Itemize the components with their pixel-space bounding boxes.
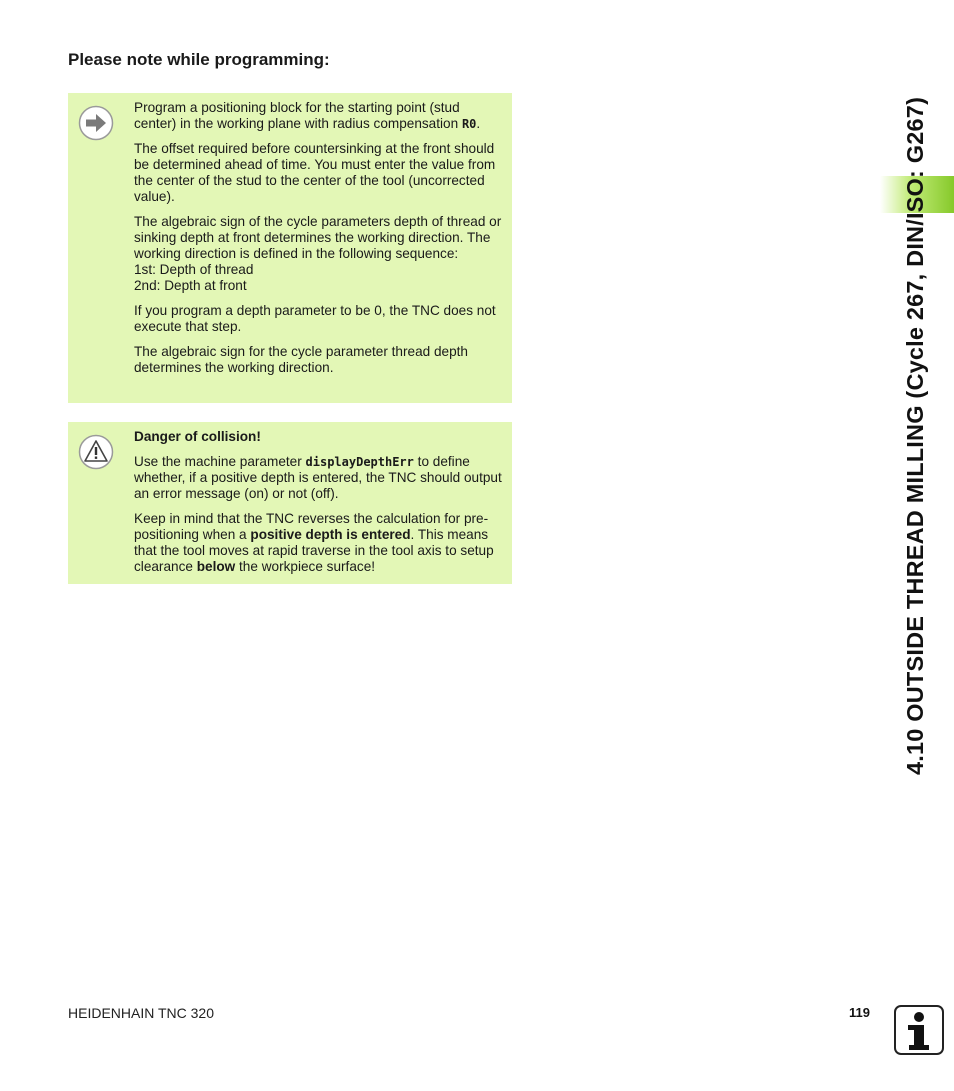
side-chapter-title: 4.10 OUTSIDE THREAD MILLING (Cycle 267, DIN/ISO: G267)	[902, 96, 928, 775]
note-paragraph: If you program a depth parameter to be 0, the TNC does not execute that step.	[134, 303, 496, 334]
footer-product: HEIDENHAIN TNC 320	[68, 1005, 215, 1021]
warning-triangle-icon	[78, 434, 114, 470]
warning-paragraph: Use the machine parameter displayDepthErr to define whether, if a positive depth is entered, the TNC should output an error message (on) or not (off).	[134, 454, 502, 501]
note-paragraph: Program a positioning block for the starting point (stud center) in the working plane with radius compensation R0.	[134, 100, 481, 131]
warning-title: Danger of collision!	[134, 429, 261, 444]
arrow-right-icon	[78, 105, 114, 141]
warning-box	[68, 422, 512, 584]
note-paragraph: The algebraic sign for the cycle parameter thread depth determines the working direction.	[134, 344, 468, 375]
section-heading: Please note while programming:	[68, 50, 330, 69]
warning-paragraph: Keep in mind that the TNC reverses the calculation for pre-positioning when a positive depth is entered. This means that the tool moves at rapid traverse in the tool axis to setup clearance below the workpiece surface!	[134, 511, 494, 574]
info-i-icon	[894, 1005, 944, 1055]
note-paragraph: The offset required before countersinking at the front should be determined ahead of time. You must enter the value from the center of the stud to the center of the tool (uncorrected value).	[134, 141, 496, 204]
code-r0: R0	[461, 117, 477, 131]
note-paragraph: The algebraic sign of the cycle parameters depth of thread or sinking depth at front determines the working direction. The working direction is defined in the following sequence: 1st: Depth of thread 2nd: Depth at front	[134, 214, 502, 293]
note-box	[68, 93, 512, 403]
code-display-depth-err: displayDepthErr	[305, 455, 414, 469]
page-number: 119	[849, 1005, 870, 1020]
